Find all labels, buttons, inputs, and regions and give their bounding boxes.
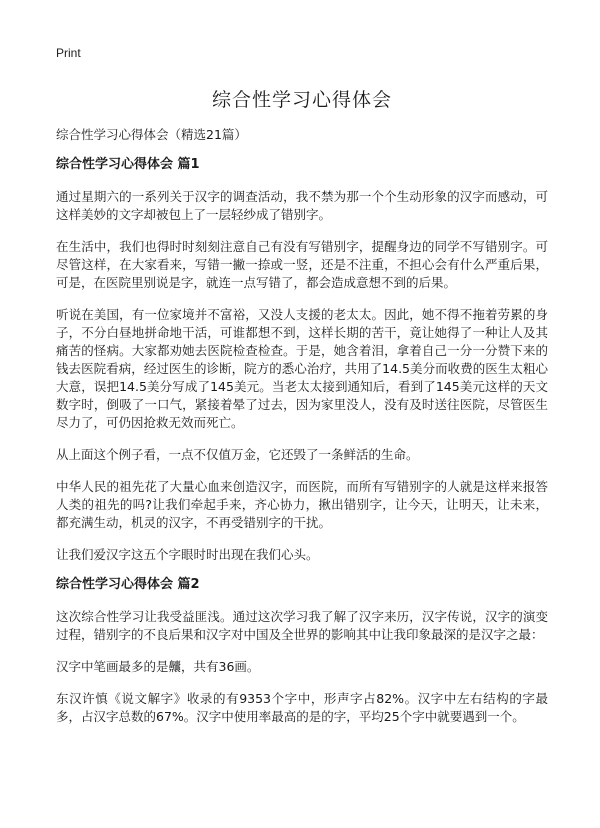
paragraph: 这次综合性学习让我受益匪浅。通过这次学习我了解了汉字来历，汉字传说，汉字的演变过程，错别字的不良后果和汉字对中国及全世界的影响其中让我印象最深的是汉字之最： bbox=[56, 609, 548, 642]
paragraph: 东汉许慎《说文解字》收录的有9353个字中，形声字占82%。汉字中左右结构的字最多，占汉字总数的67%。汉字中使用率最高的是的字，平均25个字中就要遇到一个。 bbox=[56, 691, 548, 724]
paragraph: 让我们爱汉字这五个字眼时时出现在我们心头。 bbox=[56, 547, 319, 562]
paragraph: 从上面这个例子看，一点不仅值万金，它还毁了一条鲜活的生命。 bbox=[56, 447, 419, 462]
paragraph: 中华人民的祖先花了大量心血来创造汉字，而医院，而所有写错别字的人就是这样来报答人类的祖先的吗?让我们牵起手来，齐心协力，揪出错别字，让今天，让明天，让未来，都充满生动，机灵的汉字，不再受错别字的干扰。 bbox=[56, 479, 548, 530]
paragraph: 听说在美国，有一位家境并不富裕，又没人支援的老太太。因此，她不得不拖着劳累的身子，不分白昼地拼命地干活，可谁都想不到，这样长期的苦干，竟让她得了一种让人及其痛苦的怪病。大家都劝她去医院检查检查。于是，她含着泪，拿着自己一分一分赞下来的钱去医院看病，经过医生的诊断，院方的悉心治疗，共用了14.5美分而收费的医生太粗心大意，误把14.5美分写成了145美元。当老太太接到通知后，看到了145美元这样的天文数字时，倒吸了一口气，紧接着晕了过去，因为家里没人，没有及时送往医院，尽管医生尽力了，可仍因抢救无效而死亡。 bbox=[56, 307, 548, 430]
paragraph: 汉字中笔画最多的是齉，共有36画。 bbox=[56, 659, 260, 674]
section-heading-1: 综合性学习心得体会 篇1 bbox=[56, 157, 200, 172]
document-title: 综合性学习心得体会 bbox=[211, 89, 392, 111]
section-heading-2: 综合性学习心得体会 篇2 bbox=[56, 577, 200, 592]
print-link[interactable]: Print bbox=[56, 46, 81, 60]
document-subtitle: 综合性学习心得体会（精选21篇） bbox=[56, 127, 247, 142]
paragraph: 在生活中，我们也得时时刻刻注意自己有没有写错别字，提醒身边的同学不写错别字。可尽管这样，在大家看来，写错一撇一捺或一竖，还是不注重，不担心会有什么严重后果，可是，在医院里别说是字，就连一点写错了，都会造成意想不到的后果。 bbox=[56, 239, 548, 290]
paragraph: 通过星期六的一系列关于汉字的调查活动，我不禁为那一个个生动形象的汉字而感动，可这样美妙的文字却被包上了一层轻纱成了错别字。 bbox=[56, 189, 548, 222]
